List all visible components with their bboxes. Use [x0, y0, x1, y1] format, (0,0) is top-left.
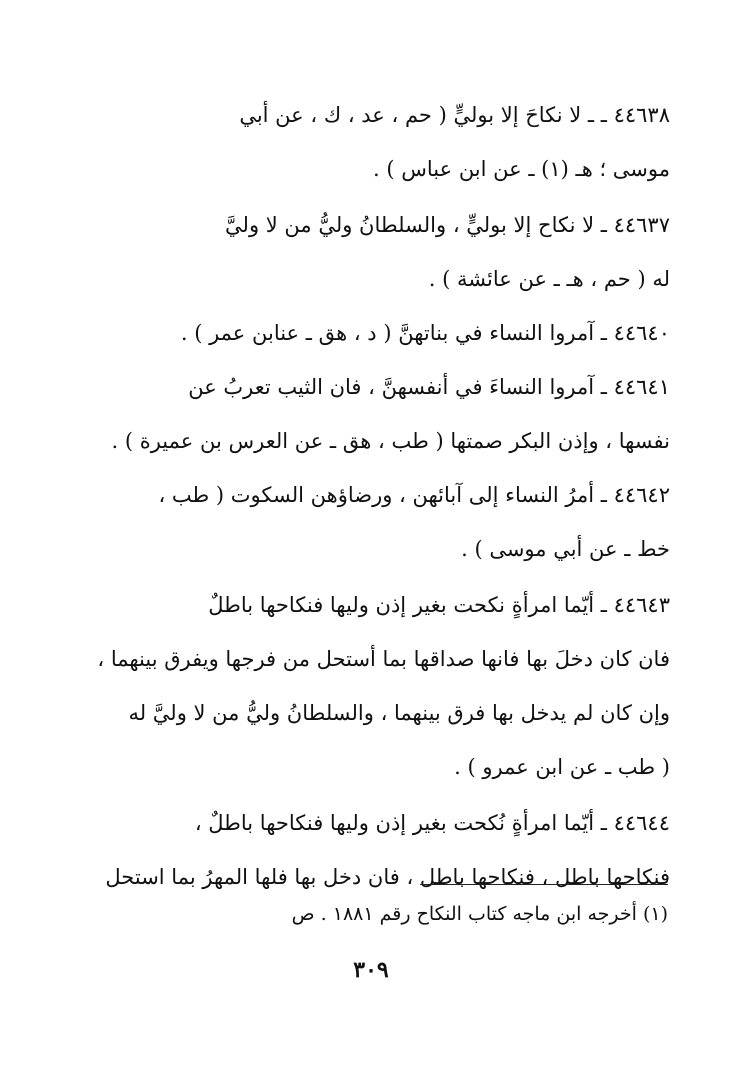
- hadith-entry: [74, 360, 670, 468]
- hadith-entry: [74, 198, 670, 306]
- hadith-line: موسى ؛ هـ (١) ـ عن ابن عباس ) .: [373, 157, 670, 181]
- hadith-line: فنكاحها باطل ، فنكاحها باطل ، فان دخل بها فلها المهرُ بما استحل: [105, 865, 670, 889]
- hadith-line: ٤٤٦٣٧ ـ لا نكاح إلا بوليٍّ ، والسلطانُ وليُّ من لا وليَّ: [225, 213, 670, 237]
- hadith-line: خط ـ عن أبي موسى ) .: [461, 537, 670, 561]
- footnote: (١) أخرجه ابن ماجه كتاب النكاح رقم ١٨٨١ . ص: [291, 903, 668, 925]
- hadith-line: ٤٤٦٤٢ ـ أمرُ النساء إلى آبائهن ، ورضاؤهن السكوت ( طب ،: [158, 483, 670, 507]
- hadith-line: ٤٤٦٤٠ ـ آمروا النساء في بناتهنَّ ( د ، هق ـ عنابن عمر ) .: [180, 321, 670, 345]
- hadith-text-block: [74, 88, 670, 904]
- hadith-line: ( طب ـ عن ابن عمرو ) .: [454, 755, 670, 779]
- page-number: ٣٠٩: [353, 957, 389, 983]
- hadith-entry: [74, 468, 670, 576]
- hadith-line: فان كان دخلَ بها فانها صداقها بما أستحل من فرجها ويفرق بينهما ،: [97, 647, 670, 671]
- hadith-line: ٤٤٦٤١ ـ آمروا النساءَ في أنفسهنَّ ، فان الثيب تعربُ عن: [188, 375, 670, 399]
- footnote-divider: [420, 884, 668, 885]
- hadith-line: ٤٤٦٣٨ ـ ـ لا نكاحَ إلا بوليٍّ ( حم ، عد ، ك ، عن أبي: [239, 103, 670, 127]
- hadith-line: له ( حم ، هـ ـ عن عائشة ) .: [428, 267, 670, 291]
- hadith-entry: [74, 306, 670, 360]
- hadith-entry: [74, 578, 670, 794]
- hadith-line: ٤٤٦٤٣ ـ أيّما امرأةٍ نكحت بغير إذن وليها فنكاحها باطلٌ: [208, 593, 670, 617]
- hadith-line: وإن كان لم يدخل بها فرق بينهما ، والسلطانُ وليُّ من لا وليَّ له: [128, 701, 670, 725]
- hadith-entry: [74, 796, 670, 904]
- hadith-entry: [74, 88, 670, 196]
- hadith-line: ٤٤٦٤٤ ـ أيّما امرأةٍ نُكحت بغير إذن وليها فنكاحها باطلٌ ،: [194, 811, 670, 835]
- hadith-line: نفسها ، وإذن البكر صمتها ( طب ، هق ـ عن العرس بن عميرة ) .: [111, 429, 670, 453]
